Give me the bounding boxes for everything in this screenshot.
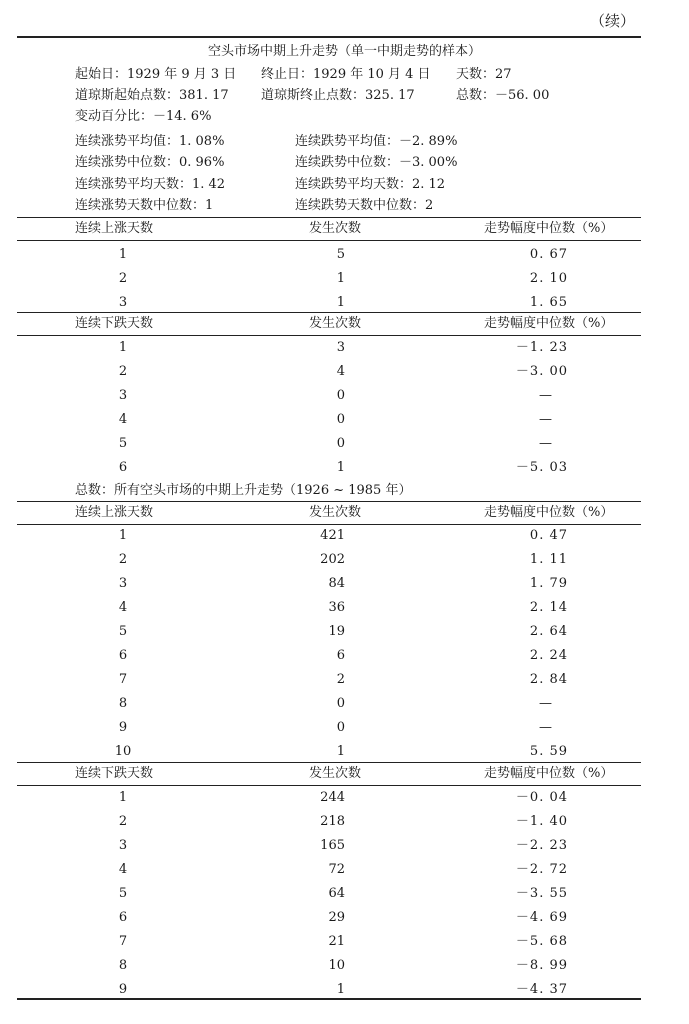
continued-label: （续） bbox=[589, 12, 635, 30]
occurrence-cell: 21 bbox=[328, 934, 345, 949]
occurrence-cell: 1 bbox=[336, 460, 345, 475]
table-row bbox=[0, 716, 689, 740]
occurrence-cell: 29 bbox=[328, 910, 345, 925]
bottom-rule bbox=[17, 998, 641, 1000]
occurrence-cell: 244 bbox=[320, 790, 345, 805]
up-average-days: 连续涨势平均天数：1. 42 bbox=[75, 177, 226, 192]
col-header-down-days: 连续下跌天数 bbox=[75, 766, 154, 781]
occurrence-cell: 1 bbox=[336, 982, 345, 997]
day-count-cell: 3 bbox=[118, 388, 128, 403]
median-cell: — bbox=[539, 720, 553, 735]
day-count-cell: 9 bbox=[118, 720, 128, 735]
table-row bbox=[0, 243, 689, 267]
start-date: 起始日：1929 年 9 月 3 日 bbox=[75, 67, 237, 82]
day-count-cell: 1 bbox=[118, 528, 128, 543]
median-cell: －1. 40 bbox=[515, 814, 568, 829]
col-header-median: 走势幅度中位数（%） bbox=[484, 766, 614, 781]
table-row bbox=[0, 882, 689, 906]
day-count-cell: 3 bbox=[118, 295, 128, 310]
end-date: 终止日：1929 年 10 月 4 日 bbox=[261, 67, 431, 82]
occurrence-cell: 84 bbox=[328, 576, 345, 591]
day-count-cell: 2 bbox=[118, 364, 128, 379]
col-header-occurrences: 发生次数 bbox=[309, 316, 362, 331]
median-cell: 2. 14 bbox=[529, 600, 568, 615]
occurrence-cell: 3 bbox=[336, 340, 345, 355]
dj-end: 道琼斯终止点数：325. 17 bbox=[261, 88, 415, 103]
day-count-cell: 5 bbox=[118, 436, 128, 451]
table-row bbox=[0, 858, 689, 882]
median-cell: －4. 69 bbox=[515, 910, 568, 925]
median-cell: －5. 68 bbox=[515, 934, 568, 949]
rule bbox=[17, 240, 641, 241]
day-count-cell: 1 bbox=[118, 247, 128, 262]
day-count-cell: 1 bbox=[118, 340, 128, 355]
percent-change: 变动百分比：－14. 6% bbox=[75, 109, 212, 124]
median-cell: －5. 03 bbox=[515, 460, 568, 475]
occurrence-cell: 165 bbox=[320, 838, 345, 853]
occurrence-cell: 0 bbox=[336, 436, 345, 451]
day-count-cell: 8 bbox=[118, 958, 128, 973]
median-cell: －1. 23 bbox=[515, 340, 568, 355]
up-average: 连续涨势平均值：1. 08% bbox=[75, 134, 225, 149]
down-average-days: 连续跌势平均天数：2. 12 bbox=[295, 177, 446, 192]
day-count-cell: 7 bbox=[118, 934, 128, 949]
col-header-occurrences: 发生次数 bbox=[309, 221, 362, 236]
median-cell: 1. 79 bbox=[529, 576, 568, 591]
up-median-days: 连续涨势天数中位数：1 bbox=[75, 198, 214, 213]
top-rule bbox=[17, 36, 641, 38]
occurrence-cell: 72 bbox=[328, 862, 345, 877]
day-count-cell: 3 bbox=[118, 838, 128, 853]
summary-label: 总数：所有空头市场的中期上升走势（1926 ~ 1985 年） bbox=[75, 483, 412, 498]
day-count-cell: 8 bbox=[118, 696, 128, 711]
occurrence-cell: 0 bbox=[336, 696, 345, 711]
table-row bbox=[0, 360, 689, 384]
median-cell: 5. 59 bbox=[529, 744, 568, 759]
occurrence-cell: 0 bbox=[336, 412, 345, 427]
day-count-cell: 1 bbox=[118, 790, 128, 805]
table-row bbox=[0, 906, 689, 930]
table-row bbox=[0, 834, 689, 858]
occurrence-cell: 421 bbox=[320, 528, 345, 543]
median-cell: — bbox=[539, 412, 553, 427]
col-header-occurrences: 发生次数 bbox=[309, 505, 362, 520]
median-cell: 0. 47 bbox=[529, 528, 568, 543]
occurrence-cell: 6 bbox=[336, 648, 345, 663]
day-count-cell: 4 bbox=[118, 862, 128, 877]
median-cell: 1. 11 bbox=[529, 552, 568, 567]
occurrence-cell: 2 bbox=[336, 672, 345, 687]
table-row bbox=[0, 548, 689, 572]
up-median: 连续涨势中位数：0. 96% bbox=[75, 155, 225, 170]
median-cell: 2. 24 bbox=[529, 648, 568, 663]
table-row bbox=[0, 954, 689, 978]
table-row bbox=[0, 384, 689, 408]
median-cell: －3. 55 bbox=[515, 886, 568, 901]
median-cell: －0. 04 bbox=[515, 790, 568, 805]
occurrence-cell: 202 bbox=[320, 552, 345, 567]
day-count-cell: 6 bbox=[118, 460, 128, 475]
occurrence-cell: 1 bbox=[336, 271, 345, 286]
col-header-median: 走势幅度中位数（%） bbox=[484, 316, 614, 331]
table-row bbox=[0, 456, 689, 480]
day-count-cell: 6 bbox=[118, 648, 128, 663]
col-header-up-days: 连续上涨天数 bbox=[75, 221, 154, 236]
median-cell: －3. 00 bbox=[515, 364, 568, 379]
median-cell: 0. 67 bbox=[529, 247, 568, 262]
day-count-cell: 7 bbox=[118, 672, 128, 687]
table-row bbox=[0, 668, 689, 692]
day-count-cell: 6 bbox=[118, 910, 128, 925]
median-cell: 2. 10 bbox=[529, 271, 568, 286]
median-cell: — bbox=[539, 436, 553, 451]
table-row bbox=[0, 692, 689, 716]
rule bbox=[17, 217, 641, 218]
table-row bbox=[0, 336, 689, 360]
day-count-cell: 2 bbox=[118, 552, 128, 567]
col-header-down-days: 连续下跌天数 bbox=[75, 316, 154, 331]
table-row bbox=[0, 644, 689, 668]
down-median-days: 连续跌势天数中位数：2 bbox=[295, 198, 434, 213]
table-row bbox=[0, 810, 689, 834]
col-header-up-days: 连续上涨天数 bbox=[75, 505, 154, 520]
dj-start: 道琼斯起始点数：381. 17 bbox=[75, 88, 229, 103]
day-count: 天数：27 bbox=[456, 67, 512, 82]
occurrence-cell: 5 bbox=[336, 247, 345, 262]
occurrence-cell: 1 bbox=[336, 295, 345, 310]
table-row bbox=[0, 267, 689, 291]
col-header-median: 走势幅度中位数（%） bbox=[484, 505, 614, 520]
total-change: 总数：－56. 00 bbox=[456, 88, 550, 103]
median-cell: — bbox=[539, 696, 553, 711]
table-row bbox=[0, 786, 689, 810]
median-cell: －8. 99 bbox=[515, 958, 568, 973]
col-header-median: 走势幅度中位数（%） bbox=[484, 221, 614, 236]
occurrence-cell: 10 bbox=[328, 958, 345, 973]
table-row bbox=[0, 524, 689, 548]
occurrence-cell: 0 bbox=[336, 388, 345, 403]
day-count-cell: 9 bbox=[118, 982, 128, 997]
day-count-cell: 3 bbox=[118, 576, 128, 591]
occurrence-cell: 36 bbox=[328, 600, 345, 615]
table-row bbox=[0, 432, 689, 456]
col-header-occurrences: 发生次数 bbox=[309, 766, 362, 781]
median-cell: 2. 84 bbox=[529, 672, 568, 687]
table-row bbox=[0, 740, 689, 764]
day-count-cell: 5 bbox=[118, 624, 128, 639]
table-row bbox=[0, 572, 689, 596]
median-cell: 2. 64 bbox=[529, 624, 568, 639]
occurrence-cell: 218 bbox=[320, 814, 345, 829]
day-count-cell: 4 bbox=[118, 600, 128, 615]
median-cell: — bbox=[539, 388, 553, 403]
occurrence-cell: 4 bbox=[336, 364, 345, 379]
day-count-cell: 5 bbox=[118, 886, 128, 901]
median-cell: 1. 65 bbox=[529, 295, 568, 310]
down-median: 连续跌势中位数：－3. 00% bbox=[295, 155, 458, 170]
occurrence-cell: 0 bbox=[336, 720, 345, 735]
down-average: 连续跌势平均值：－2. 89% bbox=[295, 134, 458, 149]
table-row bbox=[0, 596, 689, 620]
rule bbox=[17, 312, 641, 313]
median-cell: －2. 23 bbox=[515, 838, 568, 853]
day-count-cell: 2 bbox=[118, 271, 128, 286]
table-title: 空头市场中期上升走势（单一中期走势的样本） bbox=[207, 44, 481, 59]
occurrence-cell: 19 bbox=[328, 624, 345, 639]
day-count-cell: 2 bbox=[118, 814, 128, 829]
rule bbox=[17, 762, 641, 763]
rule bbox=[17, 501, 641, 502]
occurrence-cell: 64 bbox=[328, 886, 345, 901]
table-row bbox=[0, 930, 689, 954]
occurrence-cell: 1 bbox=[336, 744, 345, 759]
day-count-cell: 10 bbox=[114, 744, 132, 759]
table-row bbox=[0, 620, 689, 644]
median-cell: －2. 72 bbox=[515, 862, 568, 877]
day-count-cell: 4 bbox=[118, 412, 128, 427]
median-cell: －4. 37 bbox=[515, 982, 568, 997]
table-row bbox=[0, 408, 689, 432]
